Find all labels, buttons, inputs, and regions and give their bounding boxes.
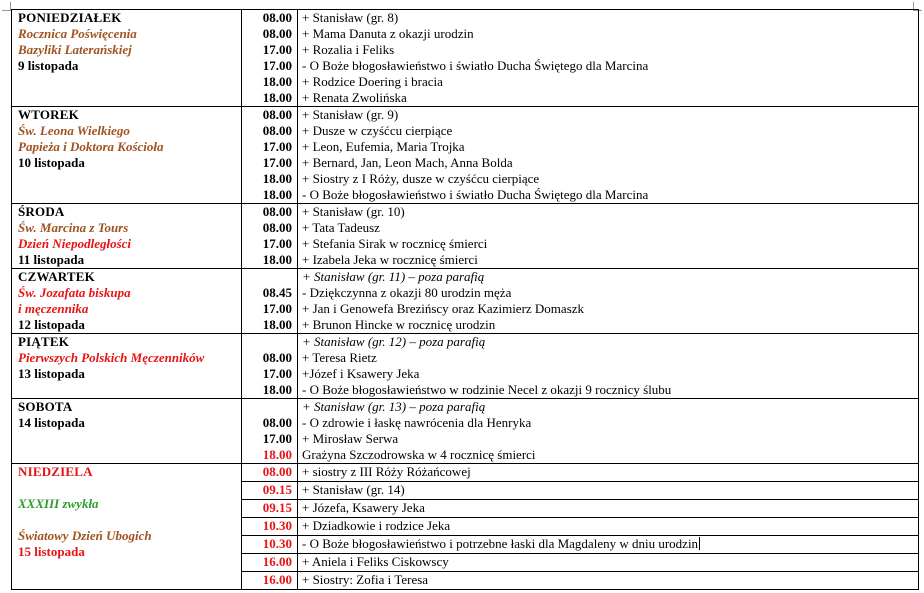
mass-intention-text: + Dziadkowie i rodzice Jeka: [302, 518, 451, 533]
mass-intention: + Stefania Sirak w rocznicę śmierci: [302, 236, 488, 251]
day-name: SOBOTA: [18, 399, 73, 414]
mass-intention-text: - O Boże błogosławieństwo i potrzebne łaski dla Magdaleny w dniu urodzin: [302, 536, 699, 551]
day-row: [12, 10, 919, 107]
day-cell: [12, 204, 242, 269]
day-row: [12, 269, 919, 334]
day-name: PONIEDZIAŁEK: [18, 10, 122, 25]
mass-time: 18.00: [262, 447, 292, 462]
mass-time: 08.00: [262, 107, 292, 122]
feast-name: Bazyliki Laterańskiej: [18, 42, 132, 57]
mass-intention: + Jan i Genowefa Brezińscy oraz Kazimierz Domaszk: [302, 301, 585, 316]
mass-time: 10.30: [242, 518, 298, 536]
mass-intention: + Stanisław (gr. 8): [302, 10, 399, 25]
feast-name: Pierwszych Polskich Męczenników: [18, 350, 205, 365]
mass-intention: - O zdrowie i łaskę nawrócenia dla Henryka: [302, 415, 532, 430]
mass-intention: Grażyna Szczodrowska w 4 rocznicę śmierci: [302, 447, 536, 462]
mass-intention-text: + Siostry: Zofia i Teresa: [302, 572, 429, 587]
time-cell: [242, 269, 298, 334]
feast-name: Rocznica Poświęcenia: [18, 26, 137, 41]
mass-intention: + Teresa Rietz: [302, 350, 377, 365]
time-cell: [242, 107, 298, 204]
time-cell: [242, 204, 298, 269]
mass-time: 08.00: [262, 350, 292, 365]
mass-time: 08.00: [262, 220, 292, 235]
mass-intention: + Mirosław Serwa: [302, 431, 399, 446]
mass-intention: + Siostry z I Róży, dusze w czyśćcu cierpiące: [302, 171, 540, 186]
mass-intention: + Dusze w czyśćcu cierpiące: [302, 123, 453, 138]
mass-time: 17.00: [262, 42, 292, 57]
mass-time: 17.00: [262, 139, 292, 154]
feast-name: i męczennika: [18, 301, 89, 316]
mass-time: 18.00: [262, 187, 292, 202]
mass-time: 18.00: [262, 74, 292, 89]
mass-time: [242, 399, 292, 415]
mass-intention: + Mama Danuta z okazji urodzin: [302, 26, 474, 41]
mass-intention: - O Boże błogosławieństwo i światło Ducha Świętego dla Marcina: [302, 187, 649, 202]
intention-cell: [298, 334, 919, 399]
day-cell: [12, 334, 242, 399]
mass-intention: - O Boże błogosławieństwo w rodzinie Necel z okazji 9 rocznicy ślubu: [302, 382, 672, 397]
mass-intention-text: + Aniela i Feliks Ciskowscy: [302, 554, 449, 569]
mass-time: 08.00: [262, 26, 292, 41]
mass-intentions-table: [11, 9, 919, 590]
day-cell: [12, 399, 242, 464]
mass-intention: + Renata Zwolińska: [302, 90, 407, 105]
day-name: PIĄTEK: [18, 334, 70, 349]
mass-intention: + Tata Tadeusz: [302, 220, 380, 235]
mass-intention: [298, 500, 919, 518]
mass-intention: + Rozalia i Feliks: [302, 42, 395, 57]
day-date: 12 listopada: [18, 317, 85, 332]
day-date: 10 listopada: [18, 155, 85, 170]
mass-time: 17.00: [262, 155, 292, 170]
mass-intention: - O Boże błogosławieństwo i światło Ducha Świętego dla Marcina: [302, 58, 649, 73]
day-row: [12, 334, 919, 399]
mass-time: 17.00: [262, 301, 292, 316]
feast-name: Papieża i Doktora Kościoła: [18, 139, 164, 154]
mass-intention: + Stanisław (gr. 12) – poza parafią: [302, 334, 486, 349]
day-name: ŚRODA: [18, 204, 65, 219]
mass-intention: - Dziękczynna z okazji 80 urodzin męża: [302, 285, 512, 300]
day-row: [12, 204, 919, 269]
feast-name: Dzień Niepodległości: [18, 236, 132, 251]
mass-intention: [298, 554, 919, 572]
mass-intention: [298, 572, 919, 590]
day-date: 9 listopada: [18, 58, 79, 73]
day-row: [12, 399, 919, 464]
feast-name: Św. Jozafata biskupa: [18, 285, 131, 300]
spacer: [18, 512, 241, 528]
day-date: 14 listopada: [18, 415, 85, 430]
mass-intention-text: + Stanisław (gr. 14): [302, 482, 405, 497]
mass-time: 08.00: [262, 123, 292, 138]
mass-time: 16.00: [242, 554, 298, 572]
mass-intention-text: + Józefa, Ksawery Jeka: [302, 500, 425, 515]
mass-intention: [298, 536, 919, 554]
mass-time: 08.00: [262, 10, 292, 25]
mass-intention: + Stanisław (gr. 11) – poza parafią: [302, 269, 485, 284]
mass-intention: + Brunon Hincke w rocznicę urodzin: [302, 317, 496, 332]
mass-time: 08.00: [262, 204, 292, 219]
mass-time: [242, 269, 292, 285]
mass-time: 17.00: [262, 236, 292, 251]
intention-cell: [298, 204, 919, 269]
mass-time: 17.00: [262, 366, 292, 381]
text-cursor: [699, 537, 700, 550]
intention-cell: [298, 10, 919, 107]
time-cell: [242, 10, 298, 107]
day-cell: [12, 464, 242, 590]
mass-intention: + Bernard, Jan, Leon Mach, Anna Bolda: [302, 155, 513, 170]
mass-time: 09.15: [242, 482, 298, 500]
mass-time: 08.00: [262, 415, 292, 430]
mass-intention-text: + siostry z III Róży Różańcowej: [302, 464, 471, 479]
time-cell: [242, 399, 298, 464]
mass-intention: + Stanisław (gr. 13) – poza parafią: [302, 399, 486, 414]
day-date: 15 listopada: [18, 544, 85, 559]
day-row: [12, 107, 919, 204]
mass-intention: + Stanisław (gr. 10): [302, 204, 405, 219]
intention-cell: [298, 107, 919, 204]
mass-time: 17.00: [262, 58, 292, 73]
time-cell: [242, 334, 298, 399]
mass-time: 18.00: [262, 317, 292, 332]
mass-time: 17.00: [262, 431, 292, 446]
mass-time: 08.45: [262, 285, 292, 300]
day-cell: [12, 107, 242, 204]
feast-name: Św. Marcina z Tours: [18, 220, 129, 235]
day-cell: [12, 269, 242, 334]
mass-time: 10.30: [242, 536, 298, 554]
page-corner-mark: [2, 2, 11, 11]
mass-intention: + Rodzice Doering i bracia: [302, 74, 443, 89]
day-cell: [12, 10, 242, 107]
mass-time: 16.00: [242, 572, 298, 590]
mass-time: 18.00: [262, 252, 292, 267]
intention-cell: [298, 399, 919, 464]
mass-time: 08.00: [242, 464, 298, 482]
day-date: 13 listopada: [18, 366, 85, 381]
feast-name: Św. Leona Wielkiego: [18, 123, 130, 138]
liturgical-week: XXXIII zwykła: [18, 496, 99, 511]
mass-time: 18.00: [262, 171, 292, 186]
day-name: NIEDZIELA: [18, 464, 93, 479]
spacer: [18, 480, 241, 496]
feast-name: Światowy Dzień Ubogich: [18, 528, 152, 543]
sunday-mass-row: [12, 464, 919, 482]
day-date: 11 listopada: [18, 252, 85, 267]
day-name: WTOREK: [18, 107, 79, 122]
mass-time: 18.00: [262, 90, 292, 105]
mass-intention: + Leon, Eufemia, Maria Trojka: [302, 139, 465, 154]
day-name: CZWARTEK: [18, 269, 95, 284]
mass-intention: + Stanisław (gr. 9): [302, 107, 399, 122]
mass-intention: +Józef i Ksawery Jeka: [302, 366, 420, 381]
mass-intention: [298, 518, 919, 536]
intention-cell: [298, 269, 919, 334]
mass-intention: [298, 464, 919, 482]
mass-intention: [298, 482, 919, 500]
mass-time: [242, 334, 292, 350]
mass-time: 18.00: [262, 382, 292, 397]
mass-intention: + Izabela Jeka w rocznicę śmierci: [302, 252, 478, 267]
mass-time: 09.15: [242, 500, 298, 518]
